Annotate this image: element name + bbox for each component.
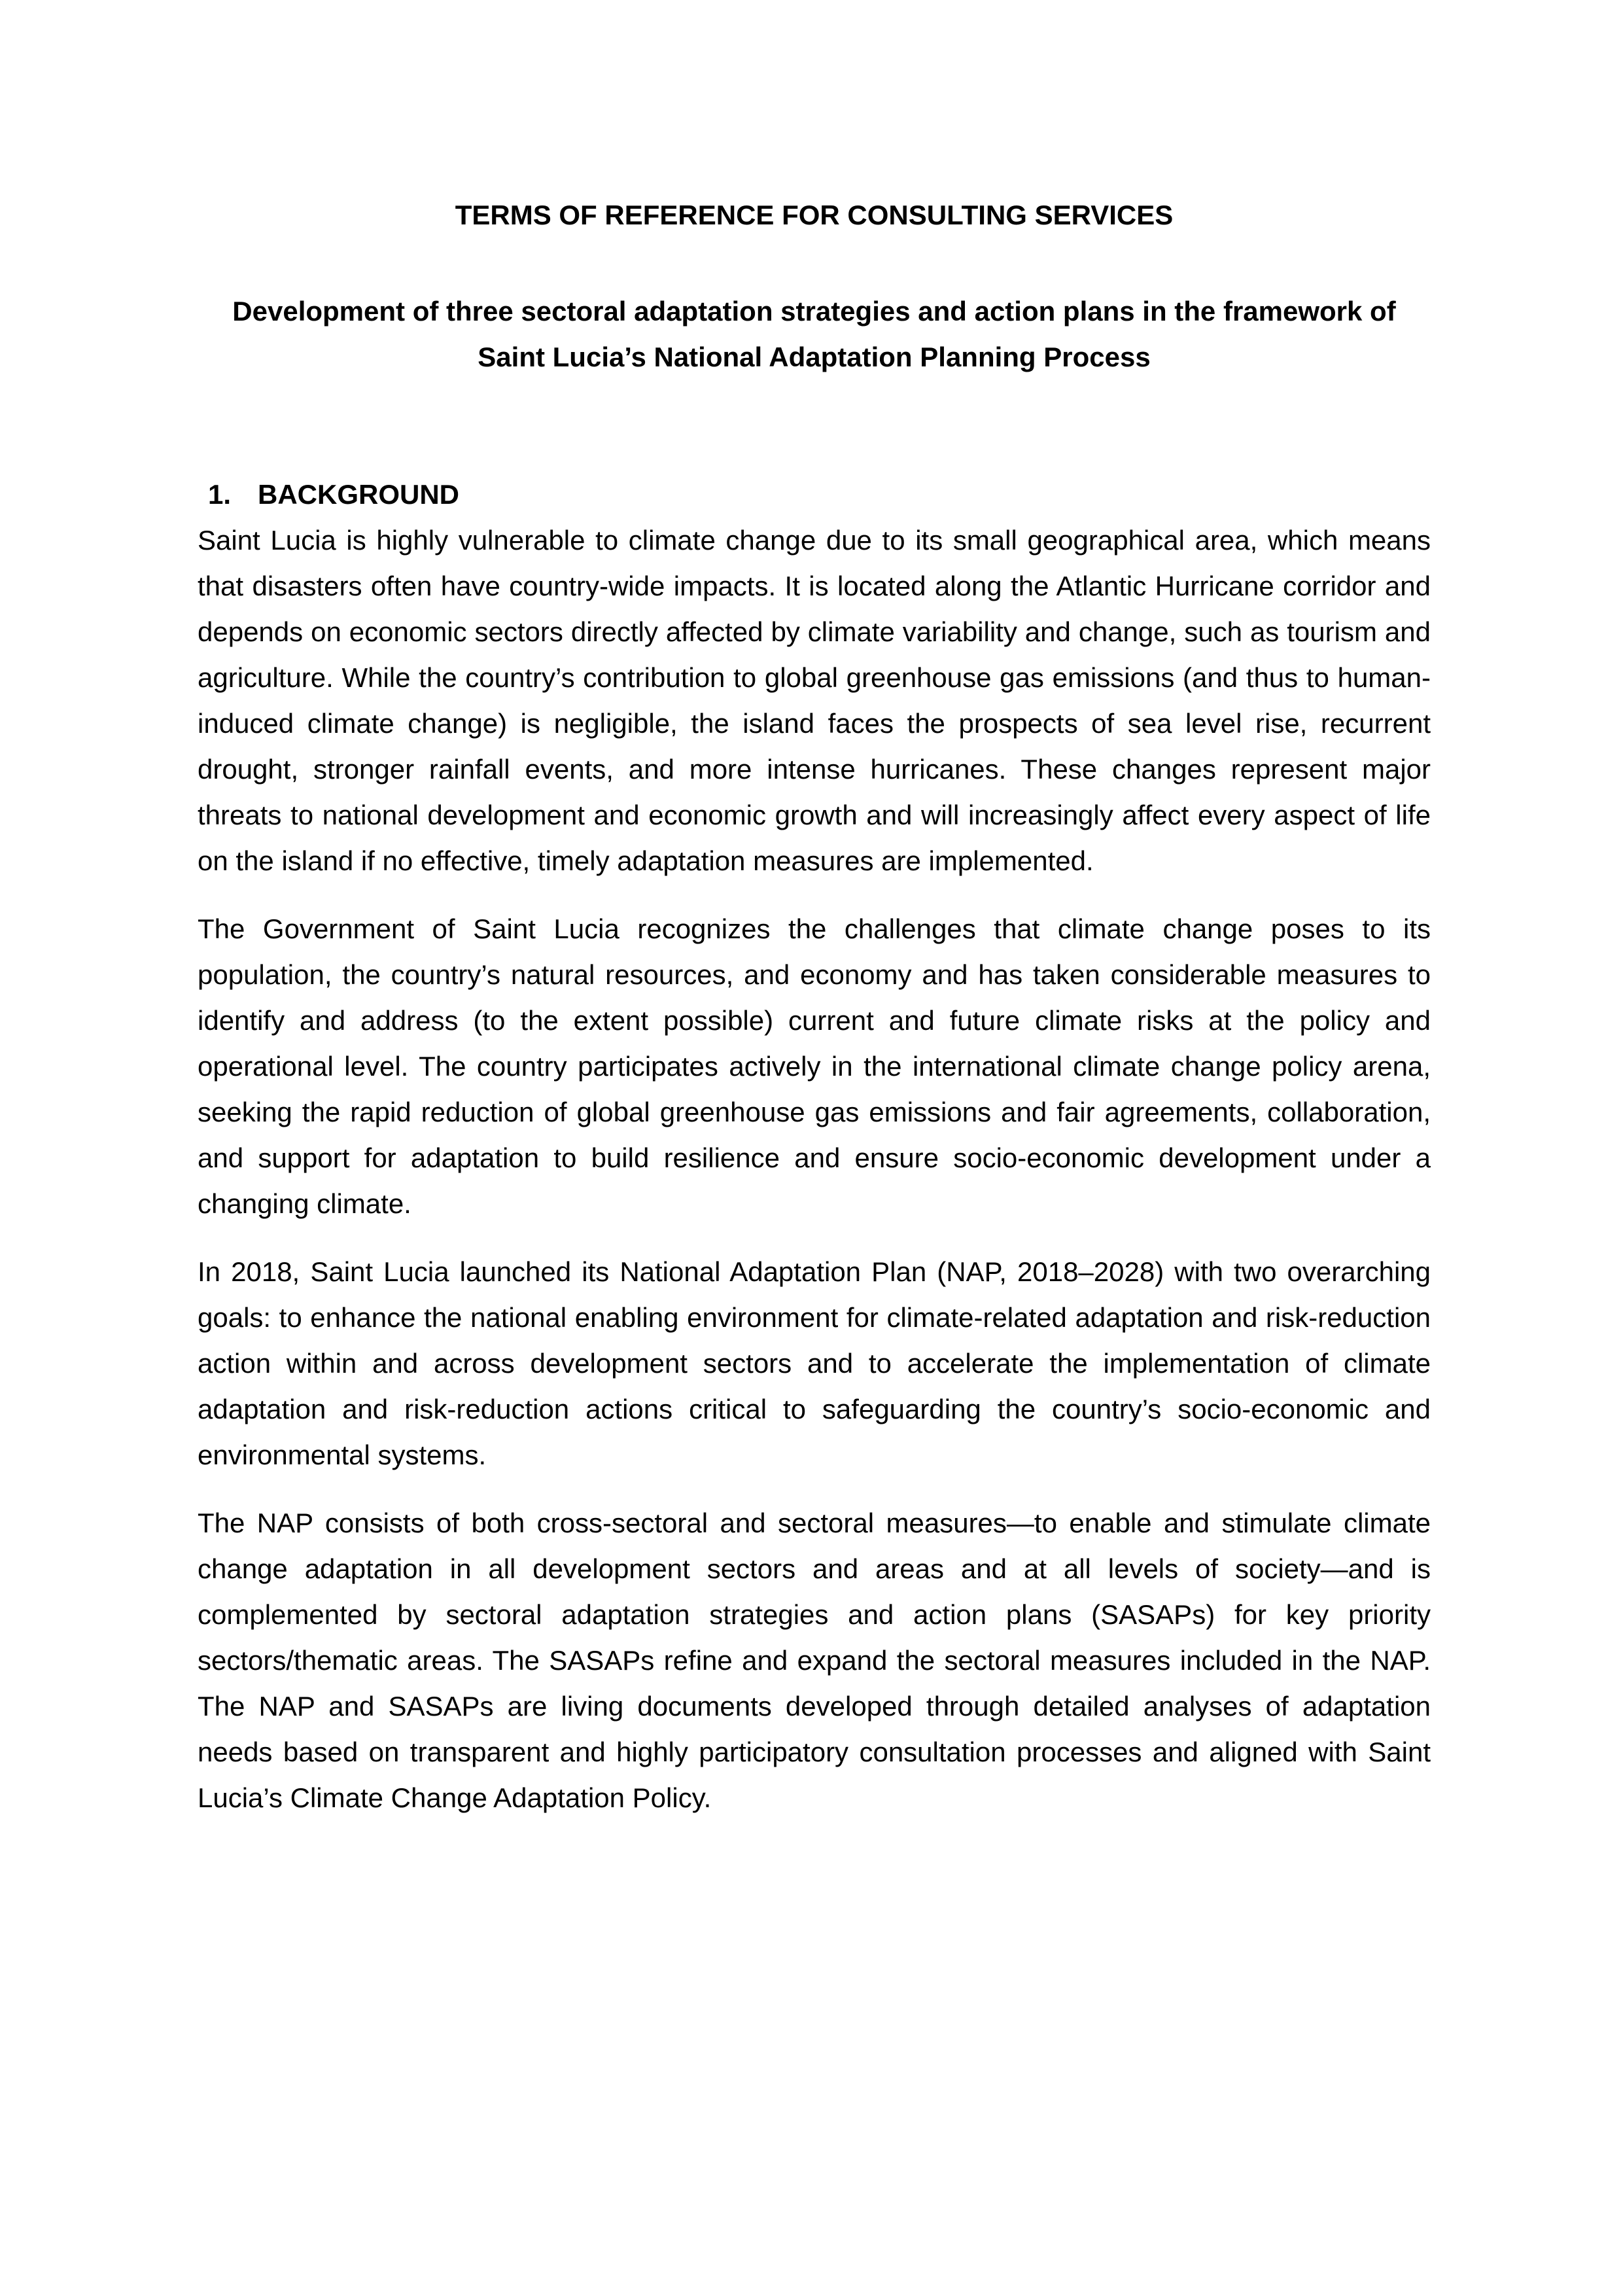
background-paragraph-4: The NAP consists of both cross-sectoral and sectoral measures—to enable and stimulate climate change adaptation in all development sectors and areas and at all levels of society—and is complemented by sectoral adaptation strategies and action plans (SASAPs) for key priority sectors/thematic areas. The SASAPs refine and expand the sectoral measures included in the NAP. The NAP and SASAPs are living documents developed through detailed analyses of adaptation needs based on transparent and highly participatory consultation processes and aligned with Saint Lucia’s Climate Change Adaptation Policy.: [198, 1508, 1431, 1813]
section-heading-background: [198, 472, 1431, 518]
background-paragraph-1: Saint Lucia is highly vulnerable to climate change due to its small geographical area, which means that disasters often have country-wide impacts. It is located along the Atlantic Hurricane corridor and depends on economic sectors directly affected by climate variability and change, such as tourism and agriculture. While the country’s contribution to global greenhouse gas emissions (and thus to human-induced climate change) is negligible, the island faces the prospects of sea level rise, recurrent drought, stronger rainfall events, and more intense hurricanes. These changes represent major threats to national development and economic growth and will increasingly affect every aspect of life on the island if no effective, timely adaptation measures are implemented.: [198, 525, 1431, 876]
document-subtitle: [198, 289, 1431, 380]
document-subtitle-line-1: Development of three sectoral adaptation strategies and action plans in the framework of: [232, 296, 1396, 327]
section-number: 1.: [208, 479, 232, 510]
background-paragraph-3: In 2018, Saint Lucia launched its National Adaptation Plan (NAP, 2018–2028) with two overarching goals: to enhance the national enabling environment for climate-related adaptation and risk-reduction action within and across development sectors and to accelerate the implementation of climate adaptation and risk-reduction actions critical to safeguarding the country’s socio-economic and environmental systems.: [198, 1256, 1431, 1470]
page-content: [198, 193, 1431, 1843]
section-heading-label: BACKGROUND: [258, 479, 459, 510]
background-paragraph-2: The Government of Saint Lucia recognizes the challenges that climate change poses to its population, the country’s natural resources, and economy and has taken considerable measures to identify and address (to the extent possible) current and future climate risks at the policy and operational level. The country participates actively in the international climate change policy arena, seeking the rapid reduction of global greenhouse gas emissions and fair agreements, collaboration, and support for adaptation to build resilience and ensure socio-economic development under a changing climate.: [198, 913, 1431, 1219]
document-subtitle-line-2: Saint Lucia’s National Adaptation Planning Process: [478, 342, 1151, 372]
document-title: TERMS OF REFERENCE FOR CONSULTING SERVICES: [455, 200, 1174, 230]
